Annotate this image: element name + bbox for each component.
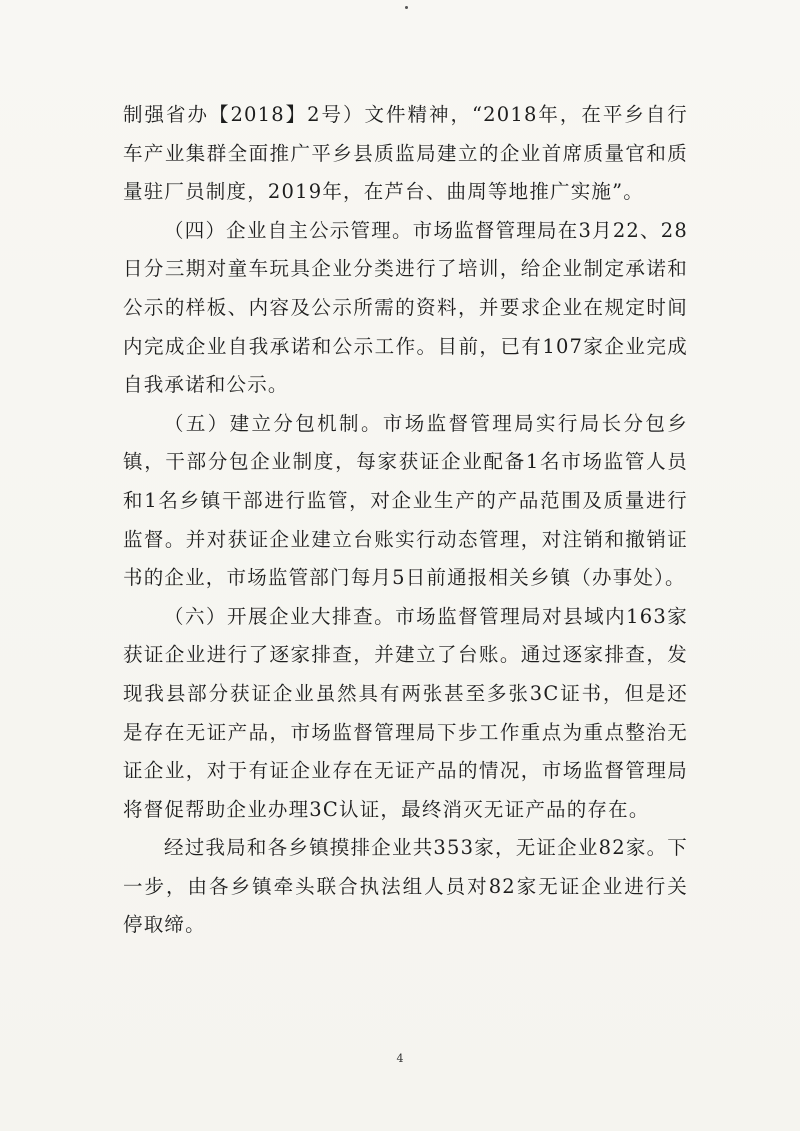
paragraph-summary: 经过我局和各乡镇摸排企业共353家，无证企业82家。下一步，由各乡镇牵头联合执法组人员对82家无证企业进行关停取缔。 xyxy=(123,836,688,937)
scan-dot xyxy=(405,6,408,9)
paragraph-continuation: 制强省办【2018】2号）文件精神，“2018年，在平乡自行车产业集群全面推广平乡县质监局建立的企业首席质量官和质量驻厂员制度，2019年，在芦台、曲周等地推广实施”。 xyxy=(123,103,688,204)
document-body xyxy=(123,96,688,945)
paragraph-section-4: （四）企业自主公示管理。市场监督管理局在3月22、28日分三期对童车玩具企业分类进行了培训，给企业制定承诺和公示的样板、内容及公示所需的资料，并要求企业在规定时间内完成企业自我承诺和公示工作。目前，已有107家企业完成自我承诺和公示。 xyxy=(123,218,688,397)
paragraph-section-6: （六）开展企业大排查。市场监督管理局对县域内163家获证企业进行了逐家排查，并建立了台账。通过逐家排查，发现我县部分获证企业虽然具有两张甚至多张3C证书，但是还是存在无证产品，市场监督管理局下步工作重点为重点整治无证企业，对于有证企业存在无证产品的情况，市场监督管理局将督促帮助企业办理3C认证，最终消灭无证产品的存在。 xyxy=(123,604,688,821)
paragraph-section-5: （五）建立分包机制。市场监督管理局实行局长分包乡镇，干部分包企业制度，每家获证企业配备1名市场监管人员和1名乡镇干部进行监管，对企业生产的产品范围及质量进行监督。并对获证企业建立台账实行动态管理，对注销和撤销证书的企业，市场监管部门每月5日前通报相关乡镇（办事处）。 xyxy=(123,411,688,590)
page-number: 4 xyxy=(396,1052,404,1065)
